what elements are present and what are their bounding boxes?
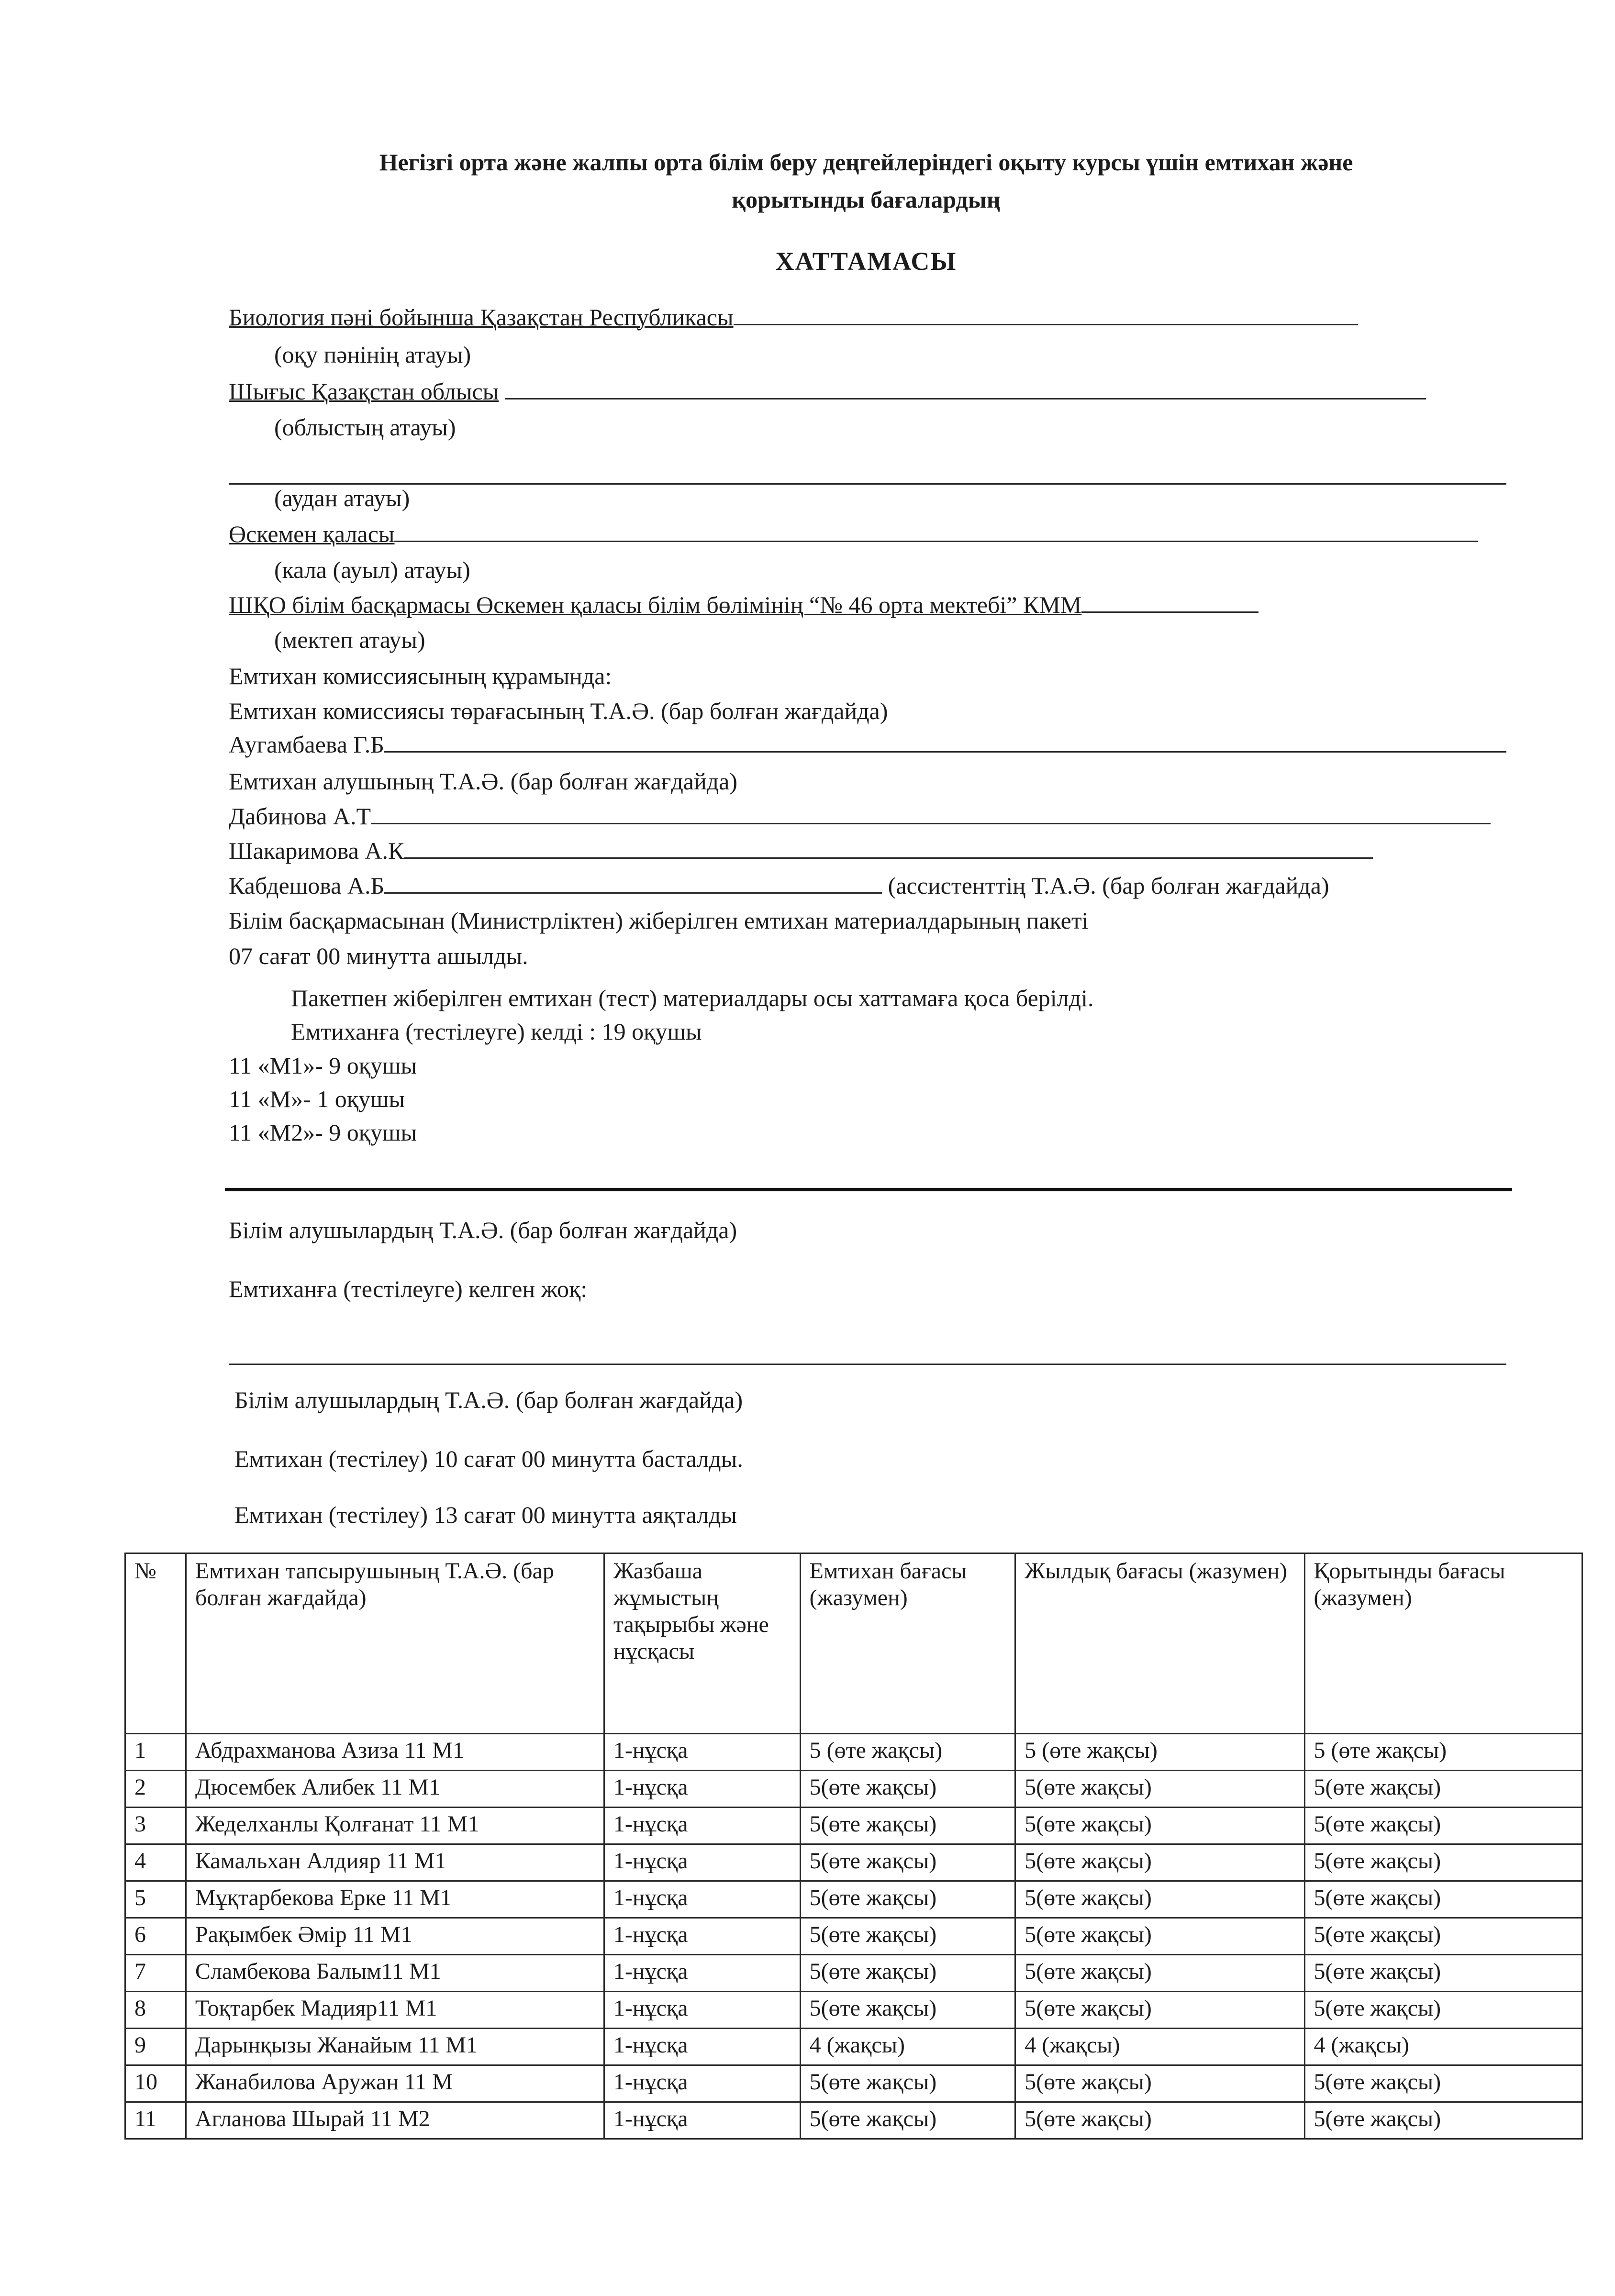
cell-annual-grade: 5(өте жақсы) bbox=[1015, 1881, 1304, 1918]
cell-number: 5 bbox=[125, 1881, 186, 1918]
class-1-count: 11 «М1»- 9 оқушы bbox=[229, 1052, 417, 1079]
cell-final-grade: 4 (жақсы) bbox=[1304, 2029, 1582, 2065]
examiner-1-line bbox=[229, 801, 1506, 831]
cell-student: Дюсембек Алибек 11 М1 bbox=[186, 1771, 604, 1808]
cell-exam-grade: 5(өте жақсы) bbox=[800, 1955, 1015, 1992]
cell-annual-grade: 5(өте жақсы) bbox=[1015, 2065, 1304, 2102]
cell-annual-grade: 5(өте жақсы) bbox=[1015, 2102, 1304, 2139]
cell-exam-grade: 5(өте жақсы) bbox=[800, 1881, 1015, 1918]
examiner-1-blank bbox=[371, 823, 1491, 824]
table-row bbox=[125, 1734, 1582, 1771]
cell-variant: 1-нұсқа bbox=[604, 1881, 800, 1918]
cell-student: Жеделханлы Қолғанат 11 М1 bbox=[186, 1808, 604, 1844]
table-row bbox=[125, 2065, 1582, 2102]
assistant-line bbox=[229, 871, 1506, 900]
examiner-1-name: Дабинова А.Т bbox=[229, 803, 371, 830]
class-3-count: 11 «М2»- 9 оқушы bbox=[229, 1119, 417, 1146]
cell-annual-grade: 5(өте жақсы) bbox=[1015, 1955, 1304, 1992]
chair-blank bbox=[384, 751, 1506, 753]
cell-final-grade: 5(өте жақсы) bbox=[1304, 2102, 1582, 2139]
cell-student: Мұқтарбекова Ерке 11 М1 bbox=[186, 1881, 604, 1918]
cell-exam-grade: 5(өте жақсы) bbox=[800, 1808, 1015, 1844]
cell-final-grade: 5(өте жақсы) bbox=[1304, 1881, 1582, 1918]
cell-annual-grade: 5 (өте жақсы) bbox=[1015, 1734, 1304, 1771]
col-header-student: Емтихан тапсырушының Т.А.Ә. (бар болған жағдайда) bbox=[186, 1553, 604, 1734]
chair-name: Аугамбаева Г.Б bbox=[229, 731, 384, 758]
absent-title: Емтиханға (тестілеуге) келген жоқ: bbox=[229, 1276, 588, 1302]
table-header-row bbox=[125, 1553, 1582, 1734]
cell-exam-grade: 5(өте жақсы) bbox=[800, 1844, 1015, 1881]
district-caption: (аудан атауы) bbox=[274, 485, 410, 511]
cell-variant: 1-нұсқа bbox=[604, 2065, 800, 2102]
examiner-2-name: Шакаримова А.К bbox=[229, 837, 404, 864]
package-line-2: 07 сағат 00 минутта ашылды. bbox=[229, 943, 528, 969]
cell-annual-grade: 5(өте жақсы) bbox=[1015, 1992, 1304, 2029]
subject-line bbox=[229, 302, 1506, 332]
city-caption: (кала (ауыл) атауы) bbox=[274, 556, 470, 583]
col-header-variant: Жазбаша жұмыстың тақырыбы және нұсқасы bbox=[604, 1553, 800, 1734]
cell-number: 10 bbox=[125, 2065, 186, 2102]
school-line bbox=[229, 590, 1506, 620]
commission-intro: Емтихан комиссиясының құрамында: bbox=[229, 663, 612, 689]
table-row bbox=[125, 1881, 1582, 1918]
cell-exam-grade: 4 (жақсы) bbox=[800, 2029, 1015, 2065]
city-value: Өскемен қаласы bbox=[229, 521, 395, 547]
cell-number: 6 bbox=[125, 1918, 186, 1955]
cell-exam-grade: 5(өте жақсы) bbox=[800, 1992, 1015, 2029]
table-row bbox=[125, 1808, 1582, 1844]
cell-number: 11 bbox=[125, 2102, 186, 2139]
school-caption: (мектеп атауы) bbox=[274, 626, 425, 653]
table-row bbox=[125, 2029, 1582, 2065]
school-blank bbox=[1081, 611, 1259, 613]
cell-variant: 1-нұсқа bbox=[604, 1808, 800, 1844]
cell-annual-grade: 4 (жақсы) bbox=[1015, 2029, 1304, 2065]
table-row bbox=[125, 2102, 1582, 2139]
examiner-2-blank bbox=[404, 857, 1373, 859]
col-header-number: № bbox=[125, 1553, 186, 1734]
subject-blank bbox=[734, 324, 1358, 325]
absent-fio-label: Білім алушылардың Т.А.Ә. (бар болған жағдайда) bbox=[229, 1217, 737, 1243]
school-value: ШҚО білім басқармасы Өскемен қаласы білім бөлімінің “№ 46 орта мектебі” КММ bbox=[229, 591, 1082, 618]
region-blank bbox=[505, 398, 1426, 399]
exam-end: Емтихан (тестілеу) 13 сағат 00 минутта аяқталды bbox=[234, 1501, 737, 1528]
assistant-label: (ассистенттің Т.А.Ә. (бар болған жағдайда) bbox=[888, 872, 1329, 899]
cell-number: 2 bbox=[125, 1771, 186, 1808]
document-heading: ХАТТАМАСЫ bbox=[775, 247, 957, 276]
cell-final-grade: 5(өте жақсы) bbox=[1304, 1844, 1582, 1881]
cell-final-grade: 5(өте жақсы) bbox=[1304, 2065, 1582, 2102]
cell-student: Агланова Шырай 11 М2 bbox=[186, 2102, 604, 2139]
assistant-name: Кабдешова А.Б bbox=[229, 872, 385, 899]
timing-fio-label: Білім алушылардың Т.А.Ә. (бар болған жағдайда) bbox=[234, 1386, 743, 1413]
cell-variant: 1-нұсқа bbox=[604, 1992, 800, 2029]
document-title bbox=[201, 144, 1531, 218]
package-line-3: Пакетпен жіберілген емтихан (тест) материалдары осы хаттамаға қоса берілді. bbox=[291, 985, 1094, 1011]
cell-variant: 1-нұсқа bbox=[604, 1734, 800, 1771]
cell-annual-grade: 5(өте жақсы) bbox=[1015, 1918, 1304, 1955]
cell-variant: 1-нұсқа bbox=[604, 2102, 800, 2139]
cell-number: 3 bbox=[125, 1808, 186, 1844]
cell-final-grade: 5 (өте жақсы) bbox=[1304, 1734, 1582, 1771]
cell-final-grade: 5(өте жақсы) bbox=[1304, 1771, 1582, 1808]
cell-number: 4 bbox=[125, 1844, 186, 1881]
table-row bbox=[125, 1955, 1582, 1992]
cell-variant: 1-нұсқа bbox=[604, 1918, 800, 1955]
examiner-label: Емтихан алушының Т.А.Ә. (бар болған жағдайда) bbox=[229, 768, 738, 795]
attended-line: Емтиханға (тестілеуге) келді : 19 оқушы bbox=[291, 1018, 702, 1045]
chair-line bbox=[229, 730, 1506, 759]
cell-variant: 1-нұсқа bbox=[604, 1955, 800, 1992]
cell-exam-grade: 5(өте жақсы) bbox=[800, 2065, 1015, 2102]
cell-variant: 1-нұсқа bbox=[604, 2029, 800, 2065]
cell-exam-grade: 5(өте жақсы) bbox=[800, 2102, 1015, 2139]
cell-annual-grade: 5(өте жақсы) bbox=[1015, 1771, 1304, 1808]
cell-student: Рақымбек Әмір 11 М1 bbox=[186, 1918, 604, 1955]
table-row bbox=[125, 1844, 1582, 1881]
cell-annual-grade: 5(өте жақсы) bbox=[1015, 1808, 1304, 1844]
assistant-blank bbox=[384, 892, 882, 894]
cell-exam-grade: 5 (өте жақсы) bbox=[800, 1734, 1015, 1771]
table-row bbox=[125, 1771, 1582, 1808]
table-row bbox=[125, 1918, 1582, 1955]
cell-final-grade: 5(өте жақсы) bbox=[1304, 1955, 1582, 1992]
col-header-final-grade: Қорытынды бағасы (жазумен) bbox=[1304, 1553, 1582, 1734]
cell-final-grade: 5(өте жақсы) bbox=[1304, 1918, 1582, 1955]
city-line bbox=[229, 519, 1506, 549]
cell-exam-grade: 5(өте жақсы) bbox=[800, 1918, 1015, 1955]
examiner-2-line bbox=[229, 836, 1506, 865]
title-line-2: қорытынды бағалардың bbox=[732, 186, 1001, 213]
cell-number: 7 bbox=[125, 1955, 186, 1992]
cell-student: Абдрахманова Азиза 11 М1 bbox=[186, 1734, 604, 1771]
cell-exam-grade: 5(өте жақсы) bbox=[800, 1771, 1015, 1808]
region-line bbox=[229, 377, 1506, 406]
cell-number: 9 bbox=[125, 2029, 186, 2065]
cell-student: Сламбекова Балым11 М1 bbox=[186, 1955, 604, 1992]
cell-final-grade: 5(өте жақсы) bbox=[1304, 1808, 1582, 1844]
cell-annual-grade: 5(өте жақсы) bbox=[1015, 1844, 1304, 1881]
region-caption: (облыстың атауы) bbox=[274, 414, 456, 441]
col-header-exam-grade: Емтихан бағасы (жазумен) bbox=[800, 1553, 1015, 1734]
cell-student: Камальхан Алдияр 11 М1 bbox=[186, 1844, 604, 1881]
cell-student: Дарынқызы Жанайым 11 М1 bbox=[186, 2029, 604, 2065]
cell-number: 1 bbox=[125, 1734, 186, 1771]
cell-variant: 1-нұсқа bbox=[604, 1771, 800, 1808]
cell-final-grade: 5(өте жақсы) bbox=[1304, 1992, 1582, 2029]
cell-variant: 1-нұсқа bbox=[604, 1844, 800, 1881]
region-value: Шығыс Қазақстан облысы bbox=[229, 378, 499, 405]
class-2-count: 11 «М»- 1 оқушы bbox=[229, 1086, 405, 1112]
city-blank bbox=[394, 541, 1478, 542]
exam-start: Емтихан (тестілеу) 10 сағат 00 минутта басталды. bbox=[234, 1445, 743, 1472]
cell-student: Жанабилова Аружан 11 М bbox=[186, 2065, 604, 2102]
results-table bbox=[124, 1553, 1583, 2140]
table-row bbox=[125, 1992, 1582, 2029]
absent-blank bbox=[229, 1364, 1506, 1365]
subject-value: Биология пәні бойынша Қазақстан Республикасы bbox=[229, 304, 734, 331]
cell-student: Тоқтарбек Мадияр11 М1 bbox=[186, 1992, 604, 2029]
section-divider bbox=[225, 1188, 1512, 1191]
chair-label: Емтихан комиссиясы төрағасының Т.А.Ә. (бар болған жағдайда) bbox=[229, 698, 888, 724]
col-header-annual-grade: Жылдық бағасы (жазумен) bbox=[1015, 1553, 1304, 1734]
subject-caption: (оқу пәнінің атауы) bbox=[274, 341, 471, 368]
cell-number: 8 bbox=[125, 1992, 186, 2029]
title-line-1: Негізгі орта және жалпы орта білім беру деңгейлеріндегі оқыту курсы үшін емтихан және bbox=[379, 149, 1353, 176]
package-line-1: Білім басқармасынан (Министрліктен) жіберілген емтихан материалдарының пакеті bbox=[229, 907, 1089, 934]
